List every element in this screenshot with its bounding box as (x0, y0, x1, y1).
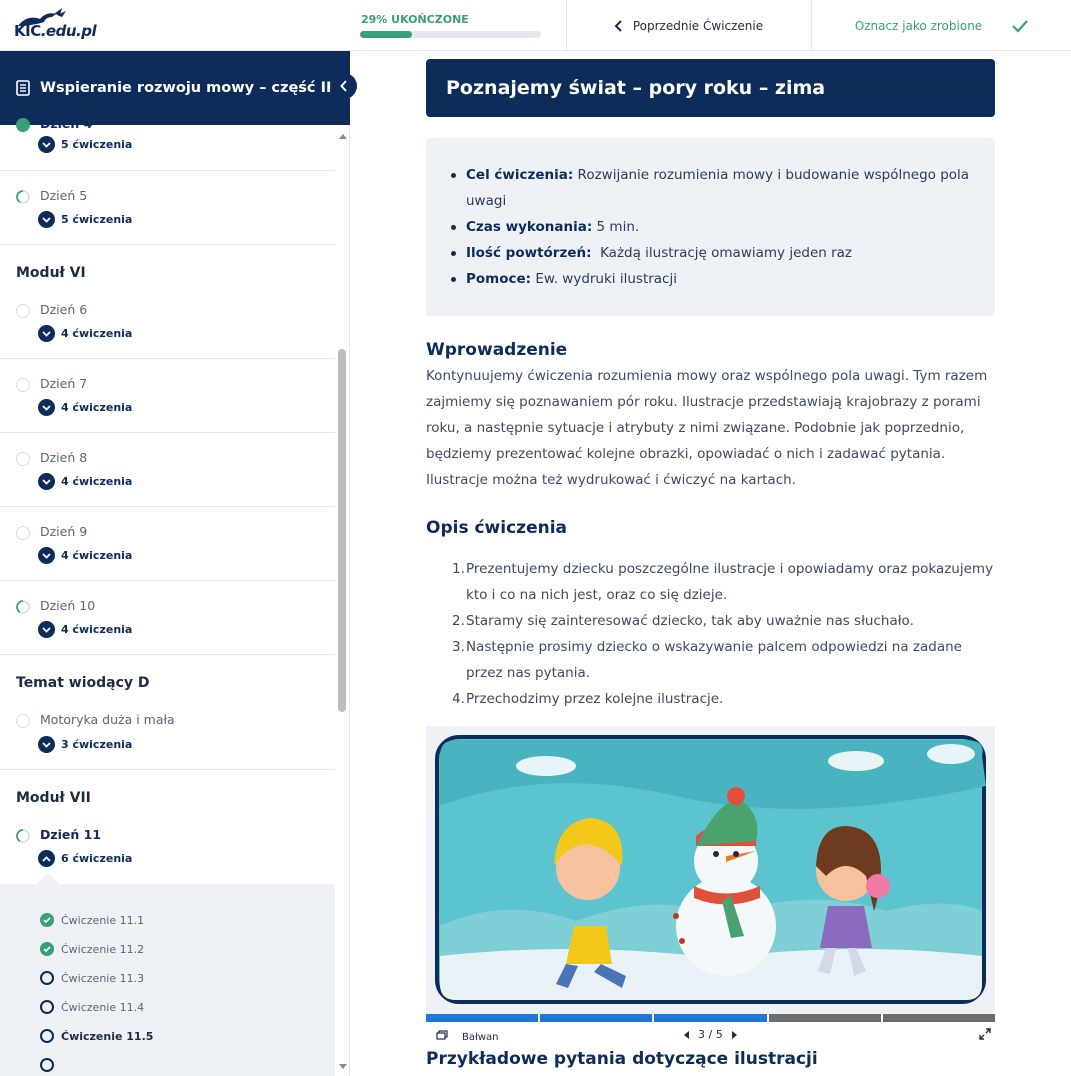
chevron-down-icon (38, 621, 55, 638)
step-item: 1. Prezentujemy dziecku poszczególne ilustracje i opowiadamy oraz pokazujemy kto i co na nich jest, oraz co się dzieje. (452, 561, 994, 603)
exercise-count: 4 ćwiczenia (61, 327, 133, 340)
exercise-item-11-1[interactable] (40, 913, 144, 927)
top-bar (0, 0, 1071, 51)
in-progress-status-icon (16, 829, 30, 843)
exercise-item-partial[interactable] (40, 1058, 54, 1072)
sidebar-day-5[interactable] (0, 171, 335, 245)
expand-exercises-toggle[interactable] (38, 736, 132, 753)
slide-progress-segment[interactable] (769, 1014, 881, 1022)
not-started-status-icon (16, 378, 30, 392)
exercise-count: 4 ćwiczenia (61, 623, 133, 636)
module-title: Moduł VII (16, 790, 91, 806)
chevron-up-icon (38, 850, 55, 867)
exercise-item-11-4[interactable] (40, 1000, 144, 1014)
previous-exercise-label: Poprzednie Ćwiczenie (632, 18, 764, 33)
slide-progress-segment[interactable] (426, 1014, 538, 1022)
exercise-count: 4 ćwiczenia (61, 549, 133, 562)
sidebar-day-6[interactable] (0, 285, 335, 359)
collapse-exercises-toggle[interactable] (38, 850, 132, 867)
sidebar-day-8[interactable] (0, 433, 335, 507)
progress-label: 29% UKOŃCZONE (361, 13, 469, 26)
slide-page-indicator: 3 / 5 (698, 1028, 723, 1041)
logo-domain: .edu.pl (40, 22, 97, 40)
info-value: Ew. wydruki ilustracji (531, 271, 677, 287)
todo-circle-icon (40, 1029, 54, 1043)
questions-heading: Przykładowe pytania dotyczące ilustracji (426, 1049, 818, 1069)
not-started-status-icon (16, 526, 30, 540)
sidebar-day-4[interactable] (0, 115, 335, 171)
chevron-down-icon (38, 325, 55, 342)
mark-done-label: Oznacz jako zrobione (854, 18, 983, 33)
slides-progress (426, 1014, 995, 1022)
info-label: Cel ćwiczenia: (466, 167, 574, 183)
course-progress (350, 0, 566, 51)
chevron-left-icon (615, 20, 623, 32)
step-item: 4. Przechodzimy przez kolejne ilustracje. (452, 691, 724, 707)
scroll-down-arrow-icon[interactable] (339, 1064, 347, 1069)
day-title: Dzień 10 (40, 598, 96, 613)
slide-name: Bałwan (462, 1032, 499, 1043)
exercise-item-11-5[interactable] (40, 1029, 153, 1043)
course-title: Wspieranie rozwoju mowy – część II (40, 80, 332, 96)
chevron-left-icon (340, 80, 348, 92)
slides-list-icon[interactable] (436, 1030, 448, 1040)
todo-circle-icon (40, 1058, 54, 1072)
sidebar-list (0, 116, 335, 1076)
slide-progress-segment[interactable] (654, 1014, 766, 1022)
expand-exercises-toggle[interactable] (38, 325, 132, 342)
mark-done-button[interactable] (812, 0, 1071, 51)
exercise-count: 6 ćwiczenia (61, 852, 133, 865)
sidebar-motor-skills[interactable] (0, 695, 335, 770)
expand-exercises-toggle[interactable] (38, 473, 132, 490)
day-title: Dzień 8 (40, 450, 88, 465)
info-label: Pomoce: (466, 271, 532, 287)
lesson-content (351, 51, 1071, 1076)
chevron-down-icon (38, 399, 55, 416)
sidebar-day-7[interactable] (0, 359, 335, 433)
completed-check-icon (40, 942, 54, 956)
slide-progress-segment[interactable] (540, 1014, 652, 1022)
slide-progress-segment[interactable] (883, 1014, 995, 1022)
exercise-label: Ćwiczenie 11.1 (61, 913, 145, 927)
expand-exercises-toggle[interactable] (38, 399, 132, 416)
day-title: Motoryka duża i mała (40, 712, 175, 727)
exercise-count: 4 ćwiczenia (61, 401, 133, 414)
course-sidebar (0, 51, 350, 1076)
step-item: 2. Staramy się zainteresować dziecko, tak aby uważnie nas słuchało. (452, 613, 914, 629)
scrollbar-thumb[interactable] (338, 349, 346, 712)
sidebar-day-11[interactable] (0, 810, 335, 884)
expand-exercises-toggle[interactable] (38, 211, 132, 228)
day-title: Dzień 9 (40, 524, 88, 539)
info-value: Każdą ilustrację omawiamy jeden raz (591, 245, 853, 261)
exercise-count: 5 ćwiczenia (61, 138, 133, 151)
in-progress-status-icon (16, 190, 30, 204)
info-value: 5 min. (592, 219, 640, 235)
progress-track (360, 31, 541, 38)
completed-check-icon (40, 913, 54, 927)
not-started-status-icon (16, 304, 30, 318)
todo-circle-icon (40, 1000, 54, 1014)
next-slide-icon[interactable] (731, 1031, 737, 1039)
day-title: Dzień 7 (40, 376, 88, 391)
day-title: Dzień 11 (40, 827, 102, 842)
book-icon (16, 80, 30, 96)
scroll-up-arrow-icon[interactable] (339, 134, 347, 139)
info-reps (466, 240, 986, 266)
step-item: 3. Następnie prosimy dziecko o wskazywanie palcem odpowiedzi na zadane przez nas pytania. (452, 639, 962, 681)
in-progress-status-icon (16, 600, 30, 614)
info-aids (466, 266, 986, 292)
kic-logo[interactable] (14, 6, 104, 44)
chevron-down-icon (38, 136, 55, 153)
expand-exercises-toggle[interactable] (38, 547, 132, 564)
todo-circle-icon (40, 971, 54, 985)
exercise-label: Ćwiczenie 11.5 (61, 1029, 154, 1043)
previous-slide-icon[interactable] (684, 1031, 690, 1039)
exercise-label: Ćwiczenie 11.4 (61, 1000, 145, 1014)
expand-exercises-toggle[interactable] (38, 136, 132, 153)
fullscreen-icon[interactable] (979, 1028, 991, 1040)
snowman-illustration (426, 726, 995, 1014)
topic-title: Temat wiodący D (16, 675, 150, 691)
completed-status-icon (16, 118, 30, 132)
day-title: Dzień 4 (40, 116, 93, 131)
exercise-list (0, 884, 335, 1076)
exercise-label: Ćwiczenie 11.3 (61, 971, 145, 985)
exercise-item-11-2[interactable] (40, 942, 144, 956)
progress-fill (360, 31, 412, 38)
collapse-sidebar-button[interactable] (331, 73, 357, 99)
not-started-status-icon (16, 452, 30, 466)
not-started-status-icon (16, 714, 30, 728)
sidebar-day-10[interactable] (0, 581, 335, 655)
lesson-title: Poznajemy świat – pory roku – zima (426, 59, 995, 117)
checkmark-icon (1012, 20, 1028, 32)
exercise-count: 5 ćwiczenia (61, 213, 133, 226)
intro-heading: Wprowadzenie (426, 340, 568, 360)
info-goal (466, 162, 986, 214)
chevron-down-icon (38, 211, 55, 228)
chevron-down-icon (38, 547, 55, 564)
exercise-info-box (426, 138, 995, 316)
steps-list (452, 556, 996, 712)
info-label: Ilość powtórzeń: (466, 245, 592, 261)
sidebar-scrollbar[interactable] (336, 125, 349, 1063)
day-title: Dzień 5 (40, 188, 88, 203)
description-heading: Opis ćwiczenia (426, 518, 567, 538)
slide-illustration[interactable] (426, 726, 995, 1014)
chevron-down-icon (38, 736, 55, 753)
sidebar-day-9[interactable] (0, 507, 335, 581)
slide-controls (426, 1026, 995, 1046)
sidebar-header (0, 51, 350, 125)
exercise-label: Ćwiczenie 11.2 (61, 942, 145, 956)
exercise-count: 3 ćwiczenia (61, 738, 133, 751)
info-time (466, 214, 986, 240)
previous-exercise-button[interactable] (567, 0, 811, 51)
info-value: Rozwijanie rozumienia mowy i budowanie wspólnego pola uwagi (466, 167, 970, 209)
chevron-down-icon (38, 473, 55, 490)
exercise-item-11-3[interactable] (40, 971, 144, 985)
info-label: Czas wykonania: (466, 219, 593, 235)
expand-exercises-toggle[interactable] (38, 621, 132, 638)
day-title: Dzień 6 (40, 302, 88, 317)
intro-text: Kontynuujemy ćwiczenia rozumienia mowy oraz wspólnego pola uwagi. Tym razem zajmiemy się poznawaniem pór roku. Ilustracje przedstawiają krajobrazy z porami roku, a następnie sytuacje i atrybuty z nimi związane. Podobnie jak poprzednio, będziemy prezentować kolejne obrazki, opowiadać o nich i zadawać pytania. Ilustracje można też wydrukować i ćwiczyć na kartach. (426, 368, 988, 488)
module-title: Moduł VI (16, 265, 86, 281)
logo-brand: KIC (14, 22, 41, 40)
exercise-count: 4 ćwiczenia (61, 475, 133, 488)
